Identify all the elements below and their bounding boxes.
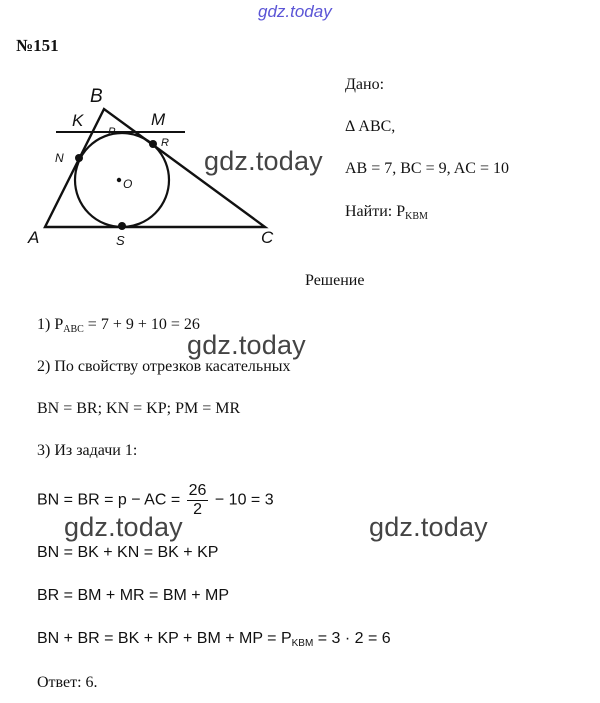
label-s: S	[116, 233, 125, 248]
answer: Ответ: 6.	[37, 674, 98, 691]
eq1-left: BN = BR = p − AC =	[37, 491, 181, 509]
eq1-right: − 10 = 3	[214, 491, 274, 509]
label-a: A	[28, 228, 40, 247]
given-find	[345, 203, 428, 222]
eq1-numerator: 26	[188, 482, 207, 499]
label-p: P	[108, 126, 116, 138]
step-3: 3) Из задачи 1:	[37, 442, 138, 459]
label-m: M	[151, 110, 166, 129]
eq4-sub: KBM	[291, 638, 314, 649]
watermark-1: gdz.today	[204, 146, 323, 176]
label-r: R	[161, 137, 169, 149]
equation-2: BN = BK + KN = BK + KP	[37, 544, 219, 561]
step-2-equation: BN = BR; KN = KP; PM = MR	[37, 400, 241, 417]
given-triangle: Δ ABC,	[345, 118, 396, 135]
find-label: Найти: P	[345, 203, 406, 220]
point-o	[117, 178, 121, 182]
equation-4	[37, 630, 391, 649]
equation-3: BR = BM + MR = BM + MP	[37, 587, 230, 604]
eq4-left: BN + BR = BK + KP + BM + MP = P	[37, 630, 292, 647]
step1-sub: ABC	[63, 324, 84, 335]
given-sides: AB = 7, BC = 9, AC = 10	[345, 160, 509, 177]
step1-prefix: 1) P	[37, 316, 64, 333]
watermark-2: gdz.today	[187, 330, 306, 360]
eq1-fraction	[187, 482, 209, 519]
label-b: B	[90, 86, 103, 107]
label-o: O	[123, 177, 133, 191]
point-s	[118, 222, 126, 230]
solution-heading: Решение	[305, 272, 365, 289]
problem-number: №151	[16, 36, 59, 55]
point-n	[75, 154, 83, 162]
eq4-right: = 3 · 2 = 6	[313, 630, 391, 647]
label-k: K	[72, 111, 84, 130]
watermark-3: gdz.today	[64, 512, 183, 542]
step1-rest: = 7 + 9 + 10 = 26	[83, 316, 200, 333]
point-r	[149, 140, 157, 148]
watermark-top: gdz.today	[258, 2, 332, 21]
watermark-4: gdz.today	[369, 512, 488, 542]
eq1-denominator: 2	[193, 501, 202, 518]
given-heading: Дано:	[345, 76, 385, 93]
label-c: C	[261, 228, 274, 247]
label-n: N	[55, 151, 64, 165]
step-1	[37, 316, 200, 335]
find-sub: KBM	[405, 211, 428, 222]
step-2: 2) По свойству отрезков касательных	[37, 358, 291, 375]
